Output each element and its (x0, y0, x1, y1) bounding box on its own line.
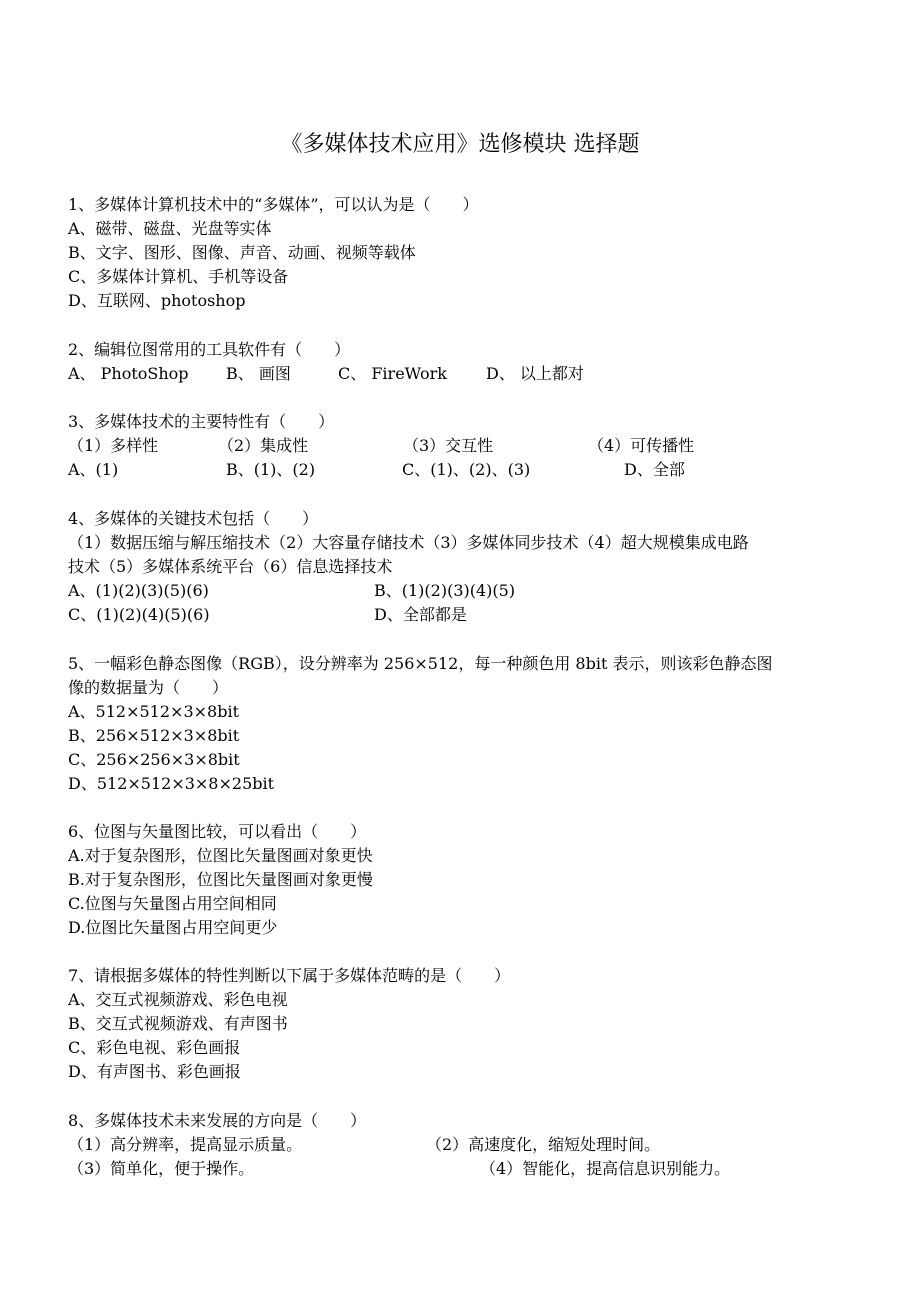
option-c: C、彩色电视、彩色画报 (68, 1038, 241, 1057)
item-1: （1）多样性 (68, 436, 159, 455)
question-stem: 3、多媒体技术的主要特性有（ ） (68, 412, 335, 431)
question-1 (68, 193, 868, 313)
question-stem-cont: 像的数据量为（ ） (68, 678, 229, 697)
question-stem: 6、位图与矢量图比较，可以看出（ ） (68, 822, 367, 841)
item-2: （2）集成性 (218, 436, 309, 455)
option-b: B、(1)、(2) (226, 460, 316, 479)
item-4: （4）可传播性 (588, 436, 695, 455)
question-stem: 5、一幅彩色静态图像（RGB），设分辨率为 256×512，每一种颜色用 8bit 表示，则该彩色静态图 (68, 654, 773, 673)
option-d: D、512×512×3×8×25bit (68, 774, 275, 793)
options-row (68, 362, 868, 386)
item-1: （1）高分辨率，提高显示质量。 (68, 1135, 303, 1154)
question-stem: 7、请根据多媒体的特性判断以下属于多媒体范畴的是（ ） (68, 966, 511, 985)
option-b: B、文字、图形、图像、声音、动画、视频等载体 (68, 243, 416, 262)
question-2 (68, 338, 868, 386)
option-d: D.位图比矢量图占用空间更少 (68, 918, 278, 937)
items-row (68, 1157, 868, 1181)
item-2: （2）高速度化，缩短处理时间。 (426, 1135, 661, 1154)
question-stem: 2、编辑位图常用的工具软件有（ ） (68, 340, 351, 359)
option-a: A、 PhotoShop (68, 364, 189, 383)
items-row (68, 434, 868, 458)
option-a: A、512×512×3×8bit (68, 702, 240, 721)
option-a: A、(1)(2)(3)(5)(6) (68, 581, 209, 600)
question-4 (68, 507, 868, 627)
option-b: B、交互式视频游戏、有声图书 (68, 1014, 288, 1033)
option-b: B、 画图 (226, 364, 291, 383)
option-c: C、(1)(2)(4)(5)(6) (68, 605, 210, 624)
question-7 (68, 964, 868, 1084)
option-a: A、交互式视频游戏、彩色电视 (68, 990, 288, 1009)
question-stem: 1、多媒体计算机技术中的“多媒体”，可以认为是（ ） (68, 195, 479, 214)
question-5 (68, 652, 868, 796)
option-c: C、(1)、(2)、(3) (402, 460, 531, 479)
page-title: 《多媒体技术应用》选修模块 选择题 (280, 132, 640, 157)
option-d: D、互联网、photoshop (68, 291, 246, 310)
question-stem: 8、多媒体技术未来发展的方向是（ ） (68, 1111, 367, 1130)
question-description: 技术（5）多媒体系统平台（6）信息选择技术 (68, 557, 393, 576)
option-c: C、256×256×3×8bit (68, 750, 240, 769)
option-b: B、256×512×3×8bit (68, 726, 240, 745)
question-stem: 4、多媒体的关键技术包括（ ） (68, 509, 319, 528)
option-a: A、磁带、磁盘、光盘等实体 (68, 219, 272, 238)
options-row (68, 603, 868, 627)
item-3: （3）交互性 (403, 436, 494, 455)
option-c: C、 FireWork (338, 364, 448, 383)
items-row (68, 1133, 868, 1157)
option-d: D、全部 (624, 460, 685, 479)
option-a: A.对于复杂图形，位图比矢量图画对象更快 (68, 846, 373, 865)
options-row (68, 458, 868, 482)
question-description: （1）数据压缩与解压缩技术（2）大容量存储技术（3）多媒体同步技术（4）超大规模集成电路 (68, 533, 749, 552)
options-row (68, 579, 868, 603)
question-6 (68, 820, 868, 940)
option-d: D、 以上都对 (486, 364, 584, 383)
option-b: B.对于复杂图形，位图比矢量图画对象更慢 (68, 870, 373, 889)
option-d: D、有声图书、彩色画报 (68, 1062, 241, 1081)
option-b: B、(1)(2)(3)(4)(5) (374, 581, 516, 600)
question-8 (68, 1109, 868, 1181)
question-3 (68, 410, 868, 482)
item-4: （4）智能化，提高信息识别能力。 (480, 1159, 731, 1178)
option-c: C.位图与矢量图占用空间相同 (68, 894, 277, 913)
option-d: D、全部都是 (374, 605, 467, 624)
item-3: （3）简单化，便于操作。 (68, 1159, 255, 1178)
option-c: C、多媒体计算机、手机等设备 (68, 267, 289, 286)
option-a: A、(1) (68, 460, 119, 479)
